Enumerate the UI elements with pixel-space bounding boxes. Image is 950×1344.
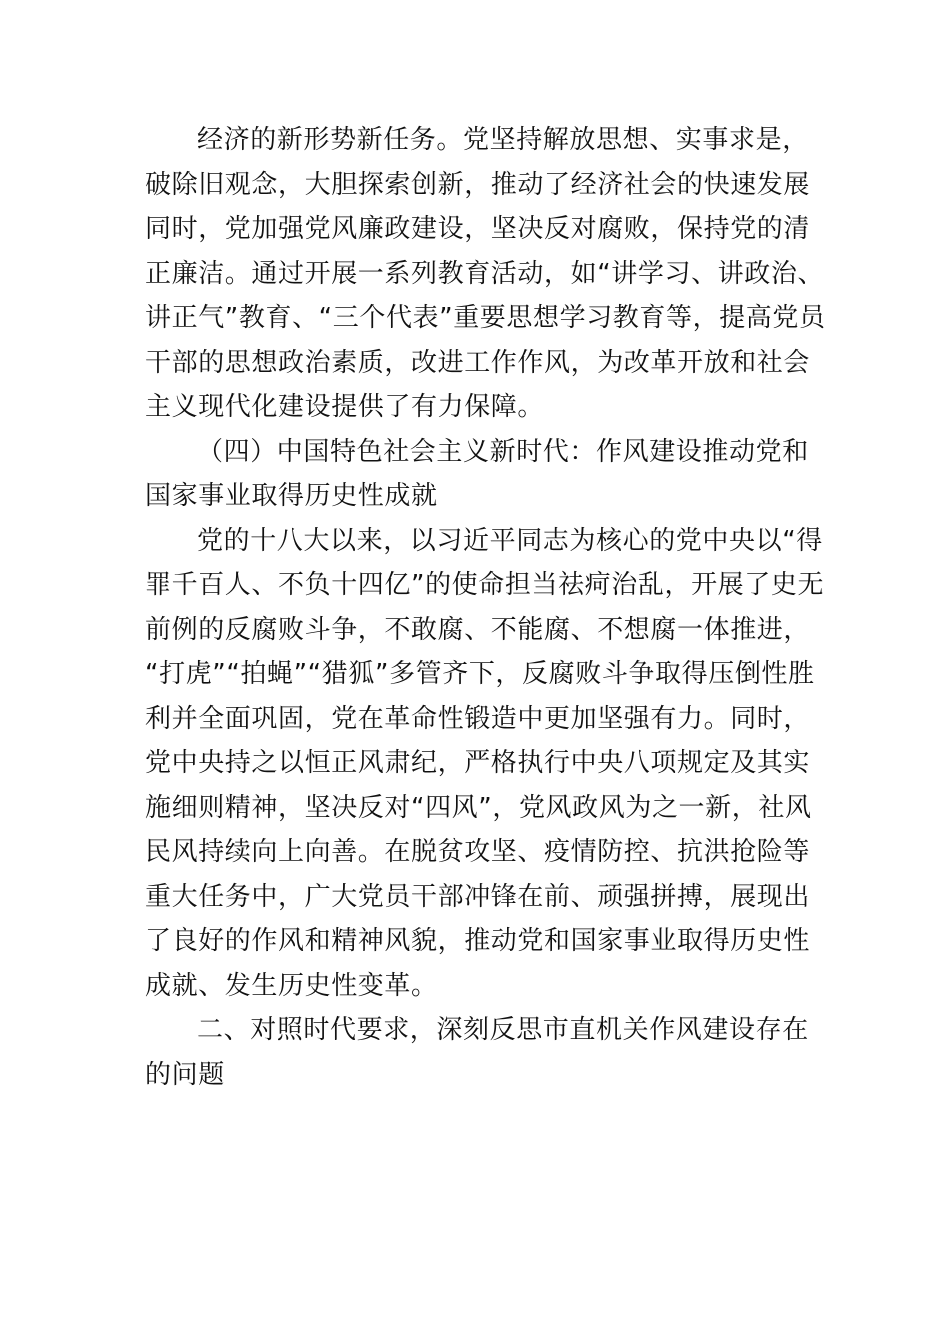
- paragraph-line: “打虎”“拍蝇”“猎狐”多管齐下，反腐败斗争取得压倒性胜: [145, 659, 815, 689]
- paragraph-line: 破除旧观念，大胆探索创新，推动了经济社会的快速发展: [145, 169, 811, 200]
- paragraph-line: 重大任务中，广大党员干部冲锋在前、顽强拼搏，展现出: [145, 881, 811, 912]
- section-heading-line: 国家事业取得历史性成就: [145, 481, 438, 511]
- document-body: [145, 118, 826, 1097]
- paragraph-line: 了良好的作风和精神风貌，推动党和国家事业取得历史性: [145, 926, 811, 956]
- paragraph-line: 施细则精神，坚决反对“四风”，党风政风为之一新，社风: [145, 792, 812, 823]
- section-heading-line: （四）中国特色社会主义新时代：作风建设推动党和: [197, 436, 809, 467]
- paragraph-line: 经济的新形势新任务。党坚持解放思想、实事求是，: [197, 125, 809, 155]
- section-heading-line: 的问题: [145, 1059, 225, 1090]
- section-heading-line: 二、对照时代要求，深刻反思市直机关作风建设存在: [197, 1015, 809, 1045]
- paragraph-line: 干部的思想政治素质，改进工作作风，为改革开放和社会: [145, 347, 811, 378]
- paragraph-line: 利并全面巩固，党在革命性锻造中更加坚强有力。同时，: [145, 703, 811, 734]
- paragraph-line: 同时，党加强党风廉政建设，坚决反对腐败，保持党的清: [145, 214, 811, 244]
- paragraph-line: 正廉洁。通过开展一系列教育活动，如“讲学习、讲政治、: [145, 258, 825, 289]
- paragraph-line: 成就、发生历史性变革。: [145, 970, 438, 1001]
- paragraph-line: 讲正气”教育、“三个代表”重要思想学习教育等，提高党员: [145, 303, 826, 333]
- paragraph-line: 党的十八大以来，以习近平同志为核心的党中央以“得: [197, 525, 823, 556]
- paragraph-line: 党中央持之以恒正风肃纪，严格执行中央八项规定及其实: [145, 748, 811, 778]
- paragraph-line: 前例的反腐败斗争，不敢腐、不能腐、不想腐一体推进，: [145, 614, 811, 645]
- paragraph-line: 主义现代化建设提供了有力保障。: [145, 392, 545, 422]
- paragraph-line: 罪千百人、不负十四亿”的使命担当祛疴治乱，开展了史无: [145, 570, 825, 600]
- paragraph-line: 民风持续向上向善。在脱贫攻坚、疫情防控、抗洪抢险等: [145, 837, 811, 867]
